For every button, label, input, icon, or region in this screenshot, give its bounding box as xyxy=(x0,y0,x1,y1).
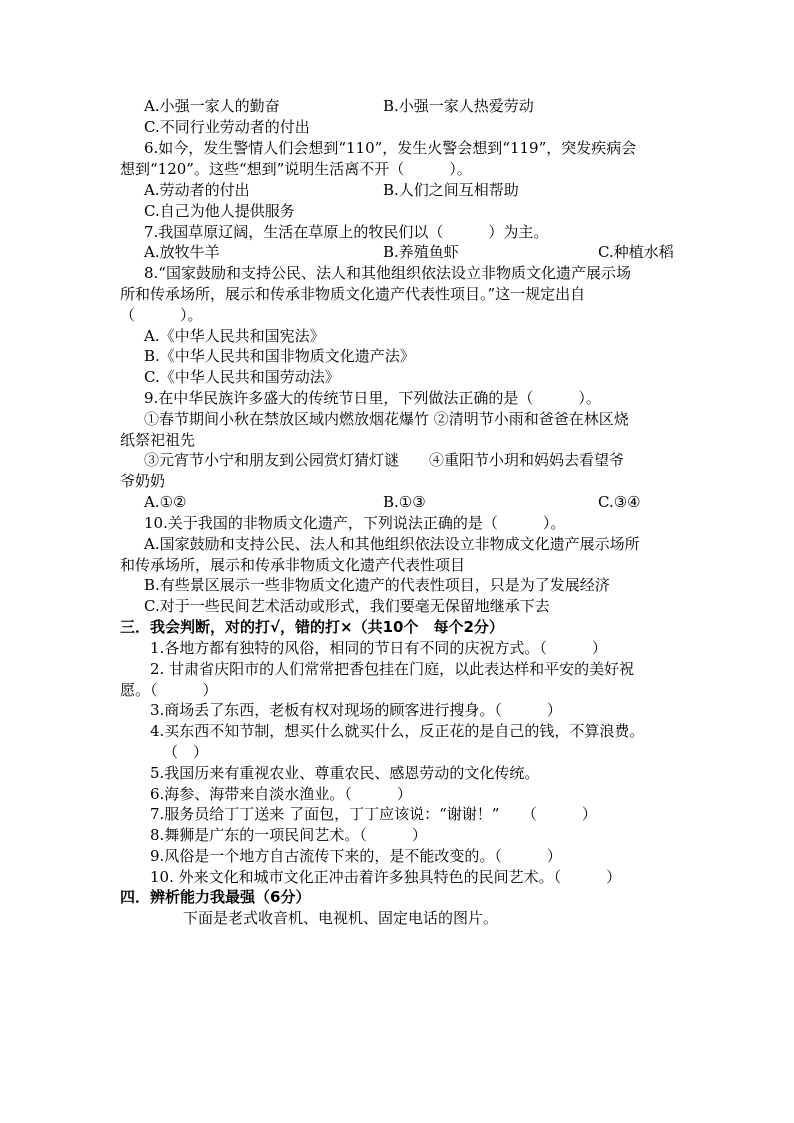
judge-4-blank: （ ） xyxy=(163,743,209,761)
judge-8: 8.舞狮是广东的一项民间艺术。（ ） xyxy=(150,826,427,844)
q10-option-a: A.国家鼓励和支持公民、法人和其他组织依法设立非物成文化遗产展示场所 xyxy=(144,535,640,553)
q9-item-2-cont: 纸祭祀祖先 xyxy=(120,431,196,449)
section-4-intro: 下面是老式收音机、电视机、固定电话的图片。 xyxy=(183,909,499,927)
judge-4: 4.买东西不知节制，想买什么就买什么，反正花的是自己的钱，不算浪费。 xyxy=(150,722,645,740)
q10-option-b: B.有些景区展示一些非物质文化遗产的代表性项目，只是为了发展经济 xyxy=(144,576,610,594)
q9-option-b: B.①③ xyxy=(383,493,426,511)
q8-text: 8.“国家鼓励和支持公民、法人和其他组织依法设立非物质文化遗产展示场 xyxy=(144,264,631,282)
q8-option-a: A.《中华人民共和国宪法》 xyxy=(144,327,325,345)
judge-2: 2. 甘肃省庆阳市的人们常常把香包挂在门庭，以此表达样和平安的美好祝 xyxy=(150,660,635,678)
q7-option-c: C.种植水稻 xyxy=(598,243,674,261)
q7-text: 7.我国草原辽阔，生活在草原上的牧民们以（ ）为主。 xyxy=(144,223,549,241)
q6-text: 6.如今，发生警情人们会想到“110”，发生火警会想到“119”，突发疾病会 xyxy=(144,139,637,157)
judge-3: 3.商场丢了东西，老板有权对现场的顾客进行搜身。（ ） xyxy=(150,701,562,719)
judge-1: 1.各地方都有独特的风俗，相同的节日有不同的庆祝方式。（ ） xyxy=(150,639,607,657)
q5-option-c: C.不同行业劳动者的付出 xyxy=(144,118,310,136)
judge-10: 10. 外来文化和城市文化正冲击着许多独具特色的民间艺术。（ ） xyxy=(150,868,622,886)
q6-option-a: A.劳动者的付出 xyxy=(144,181,250,199)
q9-option-c: C.③④ xyxy=(598,493,641,511)
judge-2-cont: 愿。（ ） xyxy=(120,681,218,699)
judge-6: 6.海参、海带来自淡水渔业。（ ） xyxy=(150,785,412,803)
q10-option-c: C.对于一些民间艺术活动或形式，我们要毫无保留地继承下去 xyxy=(144,597,550,615)
section-4-heading: 四．辨析能力我最强（6分） xyxy=(120,888,311,906)
q7-option-b: B.养殖鱼虾 xyxy=(383,243,459,261)
q6-text-cont: 想到“120”。这些“想到”说明生活离不开（ ）。 xyxy=(120,160,472,178)
q7-option-a: A.放牧牛羊 xyxy=(144,243,220,261)
q8-option-b: B.《中华人民共和国非物质文化遗产法》 xyxy=(144,347,415,365)
q5-option-a: A.小强一家人的勤奋 xyxy=(144,97,280,115)
q8-text-cont: 所和传承场所，展示和传承非物质文化遗产代表性项目。”这一规定出自 xyxy=(120,285,586,303)
judge-7: 7.服务员给丁丁送来 了面包，丁丁应该说：“谢谢！” （ ） xyxy=(150,805,597,823)
q9-option-a: A.①② xyxy=(144,493,187,511)
q8-option-c: C.《中华人民共和国劳动法》 xyxy=(144,368,340,386)
q9-text: 9.在中华民族许多盛大的传统节日里，下列做法正确的是（ ）。 xyxy=(144,389,601,407)
q9-item-3-4: ③元宵节小宁和朋友到公园赏灯猜灯谜 ④重阳节小玥和妈妈去看望爷 xyxy=(144,451,625,469)
q6-option-b: B.人们之间互相帮助 xyxy=(383,181,519,199)
section-3-heading: 三．我会判断，对的打√，错的打×（共10个 每个2分） xyxy=(120,618,504,636)
q8-text-blank: （ ）。 xyxy=(120,306,203,324)
judge-9: 9.风俗是一个地方自古流传下来的，是不能改变的。（ ） xyxy=(150,847,562,865)
q9-item-4-cont: 爷奶奶 xyxy=(120,472,166,490)
q6-option-c: C.自己为他人提供服务 xyxy=(144,202,295,220)
q10-text: 10.关于我国的非物质文化遗产，下列说法正确的是（ ）。 xyxy=(144,514,566,532)
q5-option-b: B.小强一家人热爱劳动 xyxy=(383,97,534,115)
q9-item-1-2: ①春节期间小秋在禁放区域内燃放烟花爆竹 ②清明节小雨和爸爸在林区烧 xyxy=(144,410,629,428)
q10-option-a-cont: 和传承场所，展示和传承非物质文化遗产代表性项目 xyxy=(120,556,466,574)
judge-5: 5.我国历来有重视农业、尊重农民、感恩劳动的文化传统。 xyxy=(150,764,540,782)
